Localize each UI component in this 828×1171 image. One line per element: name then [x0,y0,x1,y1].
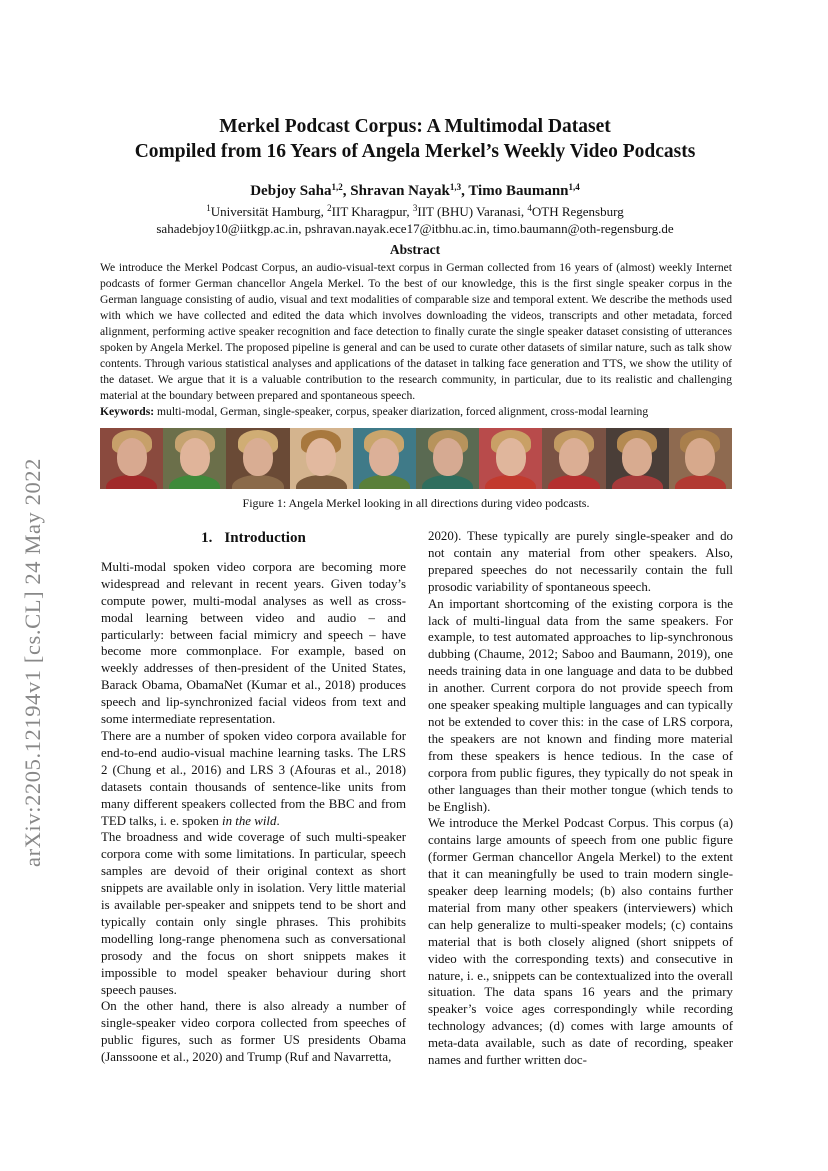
figure-caption: Figure 1: Angela Merkel looking in all directions during video podcasts. [242,496,590,510]
portrait-photo [353,428,416,489]
keywords-label: Keywords: [100,405,155,418]
figure-photo-strip [100,428,732,489]
portrait-photo [479,428,542,489]
portrait-shoulders [106,475,157,489]
affil-mark: 3 [412,203,418,213]
author-affil-mark: 1,3 [449,182,462,192]
author-list: Debjoy Saha$^{1,2}$, Shravan Nayak$^{1,3}$, Timo Baumann$^{1,4}$ [250,182,580,199]
portrait-shoulders [232,475,283,489]
section-number: 1. [201,530,213,546]
abstract-text: We introduce the Merkel Podcast Corpus, an audio-visual-text corpus in German collected from 16 years of (almost) weekly Internet podcasts of former German chancellor Angela Merkel. To the best of our knowledge, this is the first single speaker corpus in the German language consisting of audio, visual and text modalities of comparable size and temporal extent. We describe the methods used with which we have collected and edited the data which involves downloading the videos, transcripts and other metadata, forced alignment, performing active speaker recognition and face detection to finally curate the single speaker dataset consisting of utterances spoken by Angela Merkel. The proposed pipeline is general and can be used to curate other datasets of similar nature, such as talk show contents. Through various statistical analyses and applications of the dataset in talking face generation and TTS, we show the utility of the dataset. We argue that it is a valuable contribution to the research community, in particular, due to its realistic and challenging material at the boundary between prepared and spontaneous speech. [100,261,732,402]
portrait-shoulders [675,475,726,489]
portrait-face [117,438,147,476]
affiliations: $^1$Universität Hamburg, $^2$IIT Kharagpur, $^3$IIT (BHU) Varanasi, $^4$OTH Regensburg [206,203,624,219]
portrait-photo [416,428,479,489]
portrait-photo [226,428,289,489]
portrait-shoulders [296,475,347,489]
portrait-photo [669,428,732,489]
affil-mark: 1 [206,203,211,213]
emphasis-text: in the wild [222,813,277,828]
affiliation: IIT (BHU) Varanasi [417,204,521,219]
portrait-photo [542,428,605,489]
keywords [100,404,732,420]
portrait-shoulders [422,475,473,489]
portrait-face [369,438,399,476]
paragraph: We introduce the Merkel Podcast Corpus. This corpus (a) contains large amounts of speech from one public figure (former German chancellor Angela Merkel) to the extent that it can meaningfully be used to train modern single-speaker deep learning models; (b) also contains further material from many other speakers (interviewers) which can help generalize to multi-speaker models; (c) contains material that is both closely aligned (short snippets of video with the corresponding texts) and consecutive in nature, i. e., snippets can be contextualized into the overall situation. The data spans 16 years and the primary speaker’s voice ages correspondingly while recording technology advances; (d) comes with large amounts of meta-data available, such as date of recording, speaker names and further written doc- [428,816,733,1068]
affiliation: OTH Regensburg [531,204,624,219]
affiliation: IIT Kharagpur [331,204,407,219]
author-affil-mark: 1,2 [331,182,343,192]
title-line-2: Compiled from 16 Years of Angela Merkel’s Weekly Video Podcasts [134,141,696,162]
affil-mark: 2 [327,203,332,213]
paragraph [101,728,406,829]
section-title: Introduction [224,530,306,546]
author-emails: sahadebjoy10@iitkgp.ac.in, pshravan.nayak.ece17@itbhu.ac.in, timo.baumann@oth-regensburg.de [156,221,674,236]
affiliation: Universität Hamburg [210,204,321,219]
paragraph: Multi-modal spoken video corpora are becoming more widespread and relevant in recent years. Given today’s compute power, multi-modal analyses as well as cross-modal learning between video and audio – and particularly: between facial mimicry and speech – have become more commonplace. For example, based on weekly addresses of then-president of the United States, Barack Obama, ObamaNet (Kumar et al., 2018) produces speech and lip-synchronized facial videos from text and some intermediate representation. [101,559,406,727]
author-name: Shravan Nayak [350,183,450,199]
paragraph-text: . [276,813,280,828]
portrait-face [496,438,526,476]
paragraph: An important shortcoming of the existing corpora is the lack of multi-lingual data from the same speakers. For example, to test automated approaches to lip-synchronous dubbing (Chaume, 2012; Saboo and Baumann, 2019), one needs training data in one language and data to be dubbed in another. Current corpora do not provide speech from one speaker speaking multiple languages and can typically not be extended to cover this: in the case of LRS corpora, the speakers are not known and finding more material from these speakers is hence tedious. In the case of corpora from public figures, they typically do not speak in other languages than their mother tongue (which tends to be English). [428,596,733,814]
paragraph: The broadness and wide coverage of such multi-speaker corpora come with some limitations. In particular, speech samples are devoid of their original context as short snippets are available only in isolation. Very little material is available per-speaker and snippets tend to be short and typically contain only single phrases. This prohibits modelling long-range phenomena such as conversational prosody and the focus on short snippets makes it impossible to model speaker behaviour during short speech pauses. [101,830,406,997]
keywords-list: multi-modal, German, single-speaker, corpus, speaker diarization, forced alignment, cross-modal learning [154,405,649,418]
portrait-photo [606,428,669,489]
right-column [428,528,733,1069]
portrait-shoulders [169,475,220,489]
portrait-shoulders [359,475,410,489]
author-affil-mark: 1,4 [568,182,580,192]
left-column [101,528,406,1066]
paragraph: 2020). These typically are purely single-speaker and do not contain any material from other speakers. Also, prepared speeches do not necessarily contain the full prosodic variability of spontaneous speech. [428,529,733,594]
portrait-face [433,438,463,476]
portrait-face [685,438,715,476]
abstract-heading: Abstract [389,242,441,257]
author-name: Debjoy Saha [250,183,332,199]
portrait-face [243,438,273,476]
portrait-shoulders [612,475,663,489]
portrait-photo [163,428,226,489]
title-line-1: Merkel Podcast Corpus: A Multimodal Dataset [219,116,611,137]
portrait-face [306,438,336,476]
portrait-shoulders [548,475,599,489]
paper-title [90,114,740,164]
portrait-shoulders [485,475,536,489]
paragraph: On the other hand, there is also already a number of single-speaker video corpora collected from speeches of public figures, such as former US presidents Obama (Janssoone et al., 2020) and Trump (Ruf and Navarretta, [101,999,406,1065]
paragraph-text: There are a number of spoken video corpora available for end-to-end audio-visual machine learning tasks. The LRS 2 (Chung et al., 2016) and LRS 3 (Afouras et al., 2018) datasets contain thousands of sentence-like units from many different speakers collected from the BBC and from TED talks, i. e. spoken [101,728,406,828]
affil-mark: 4 [527,203,532,213]
section-heading [101,530,406,547]
author-name: Timo Baumann [468,183,569,199]
arxiv-identifier: arXiv:2205.12194v1 [cs.CL] 24 May 2022 [20,457,45,867]
portrait-photo [100,428,163,489]
portrait-face [559,438,589,476]
portrait-face [180,438,210,476]
portrait-photo [290,428,353,489]
portrait-face [622,438,652,476]
